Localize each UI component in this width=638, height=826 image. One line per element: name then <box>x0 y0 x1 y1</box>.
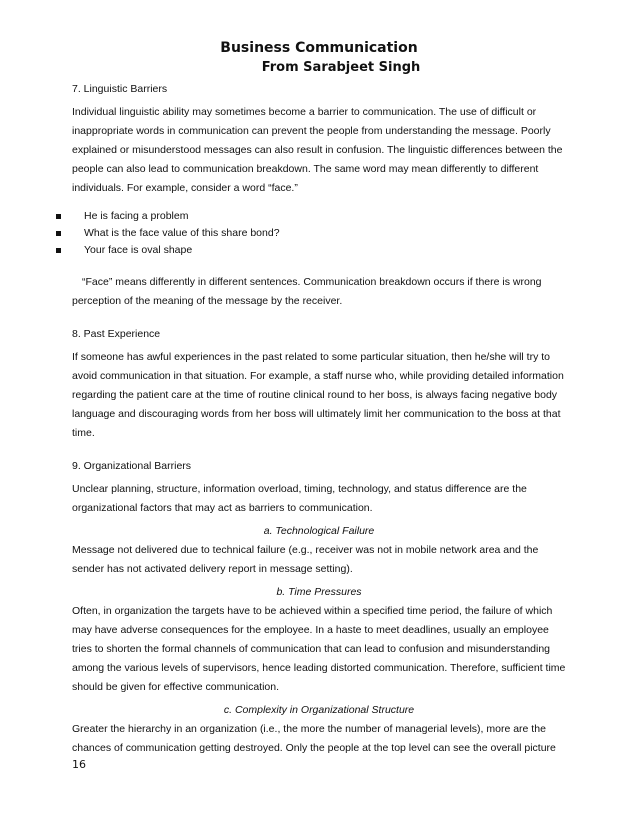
section-heading-organizational: 9. Organizational Barriers <box>72 460 192 472</box>
page-header <box>0 38 638 78</box>
list-item: Your face is oval shape <box>56 242 566 259</box>
paragraph-complexity: Greater the hierarchy in an organization (i.e., the more the number of managerial levels), more are the chances of communication getting destroyed. Only the people at the top level can see the overall picture <box>72 723 556 754</box>
section-heading-past-experience: 8. Past Experience <box>72 328 161 340</box>
list-item: He is facing a problem <box>56 208 566 225</box>
paragraph-past-experience: If someone has awful experiences in the past related to some particular situation, then he/she will try to avoid communication in that situation. For example, a staff nurse who, while providing detailed information regarding the patient care at the time of routine clinical round to her boss, is always facing negative body language and discouraging words from her boss will ultimately limit her communication to the boss at that time. <box>72 351 564 439</box>
paragraph-organizational: Unclear planning, structure, information overload, timing, technology, and status difference are the organizational factors that may act as barriers to communication. <box>72 483 527 514</box>
document-body <box>72 80 566 762</box>
section-heading-linguistic: 7. Linguistic Barriers <box>72 83 168 95</box>
document-title: Business Communication <box>220 40 418 56</box>
subheading-technological-failure: a. Technological Failure <box>263 525 375 537</box>
bullet-square-icon <box>56 231 61 236</box>
paragraph-technological-failure: Message not delivered due to technical failure (e.g., receiver was not in mobile network area and the sender has not activated delivery report in message setting). <box>72 544 539 575</box>
paragraph-linguistic: Individual linguistic ability may sometimes become a barrier to communication. The use of difficult or inappropriate words in communication can prevent the people from understanding the message. Poorly explained or misunderstood messages can also result in confusion. The linguistic differences between the people can also lead to communication breakdown. The same word may mean differently to different individuals. For example, consider a word “face.” <box>72 106 563 194</box>
paragraph-face-meaning: “Face” means differently in different sentences. Communication breakdown occurs if there is wrong perception of the meaning of the message by the receiver. <box>72 276 542 307</box>
list-item: What is the face value of this share bond? <box>56 225 566 242</box>
bullet-square-icon <box>56 248 61 253</box>
subheading-time-pressures: b. Time Pressures <box>276 586 362 598</box>
paragraph-time-pressures: Often, in organization the targets have to be achieved within a specified time period, the failure of which may have adverse consequences for the employee. In a haste to meet deadlines, usually an employee tries to shorten the formal channels of communication that can lead to confusion and misunderstanding among the various levels of supervisors, hence leading distorted communication. Therefore, sufficient time should be given for effective communication. <box>72 605 566 693</box>
bullet-list <box>56 208 566 259</box>
document-subtitle: From Sarabjeet Singh <box>261 60 421 75</box>
subheading-complexity: c. Complexity in Organizational Structure <box>223 704 415 716</box>
bullet-square-icon <box>56 214 61 219</box>
page-number: 16 <box>72 758 86 771</box>
